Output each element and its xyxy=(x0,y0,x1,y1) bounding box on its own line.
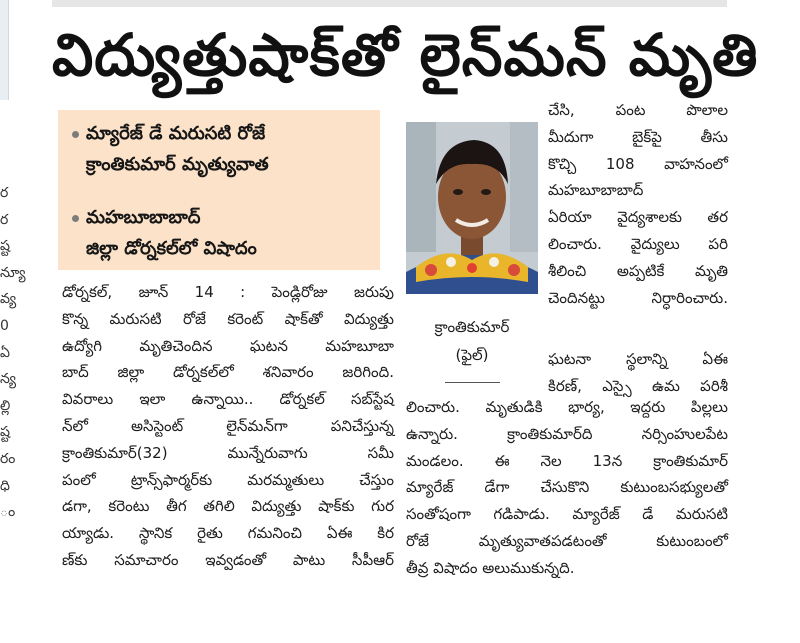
fragment-line: ఏ xyxy=(0,344,10,361)
fragment-line: ం xyxy=(0,504,16,521)
body-line: మండలం. ఈ నెల 13న క్రాంతికుమార్‌ xyxy=(406,451,728,470)
fragment-line: ర xyxy=(0,211,9,228)
fragment-line: ష్ట xyxy=(0,238,10,255)
body-column-left xyxy=(62,279,394,574)
fragment-line: ర xyxy=(0,185,9,201)
body-line: డగా, కరెంటు తీగ తగిలి విద్యుత్తు షాక్‌కు గుర xyxy=(62,497,394,516)
body-line: బాద్‌ జిల్లా డోర్నకల్‌లో శనివారం జరిగింది. xyxy=(62,363,394,382)
body-line: వివరాలు ఇలా ఉన్నాయి.. డోర్నకల్‌ సబ్‌స్టేష xyxy=(62,390,394,409)
article-headline: విద్యుత్తుషాక్‌తో లైన్‌మన్‌ మృతి xyxy=(52,21,759,89)
body-line: కొన్న మరుసటి రోజే కరెంట్‌ షాక్‌తో విద్యుత్తు xyxy=(62,309,394,328)
person-photo xyxy=(406,122,538,294)
bullet-icon xyxy=(72,131,79,138)
highlights-box xyxy=(58,110,380,270)
body-line: ఘటనా స్థలాన్ని ఏఈ xyxy=(548,350,728,368)
fragment-line: న్య xyxy=(0,371,17,388)
highlight-line: జిల్లా డోర్నకల్‌లో విషాదం xyxy=(86,238,257,259)
body-column-right-top xyxy=(548,97,728,311)
body-line: మహబూబాబాద్‌ xyxy=(548,181,644,200)
body-line: ఉద్యోగి మృతిచెందిన ఘటన మహబూబా xyxy=(62,336,394,355)
body-column-right-mid xyxy=(548,346,728,400)
fragment-line: ష్ట xyxy=(0,424,10,441)
body-line: క్రాంతికుమార్‌(32) మున్నేరువాగు సమీ xyxy=(62,443,394,462)
body-line: ఉన్నారు. క్రాంతికుమార్‌ది నర్సింహులపేట xyxy=(406,424,728,443)
body-line: శీలించి అప్పటికే మృతి xyxy=(548,261,728,280)
body-line: రోజే మృత్యువాతపడటంతో కుటుంబంలో xyxy=(406,531,728,550)
caption-note: (ఫైల్‌) xyxy=(455,346,489,364)
body-line: చేసి, పంట పొలాల xyxy=(548,101,728,119)
top-header-strip xyxy=(52,0,727,7)
body-line: మ్యారేజ్‌ డేగా చేసుకొని కుటుంబసభ్యులతో xyxy=(406,478,728,497)
body-line: లించారు. వైద్యులు పరి xyxy=(548,234,728,253)
body-line: ణ్‌కు సమాచారం ఇవ్వడంతో పాటు సీపీఆర్‌ xyxy=(62,550,394,569)
body-line: ఏరియా వైద్యశాలకు తర xyxy=(548,208,728,227)
highlight-item xyxy=(72,202,257,264)
adjacent-page-edge xyxy=(0,0,9,100)
body-line: పంలో ట్రాన్స్‌ఫార్మర్‌కు మరమ్మతులు చేస్తుం xyxy=(62,470,394,489)
body-line: య్యాడు. స్థానిక రైతు గమనించి ఏఈ కిర xyxy=(62,524,394,543)
photo-caption xyxy=(406,313,538,369)
fragment-line: 0 xyxy=(0,317,9,334)
caption-name: క్రాంతికుమార్‌ xyxy=(434,318,510,336)
body-line: డోర్నకల్‌, జూన్‌ 14 : పెండ్లిరోజు జరుపు xyxy=(62,283,394,301)
body-line: న్‌లో అసిస్టెంట్‌ లైన్‌మన్‌గా పనిచేస్తున్న xyxy=(62,416,394,435)
body-line: లించారు. మృతుడికి భార్య, ఇద్దరు పిల్లలు xyxy=(406,398,728,416)
fragment-line: న్యూ xyxy=(0,264,26,281)
bullet-icon xyxy=(72,215,79,222)
highlight-line: మ్యారేజ్‌ డే మరుసటి రోజే xyxy=(86,123,266,144)
body-column-right-bottom xyxy=(406,394,728,582)
body-line: కొచ్చి 108 వాహనంలో xyxy=(548,154,728,173)
fragment-line: రం xyxy=(0,450,16,467)
highlight-line: క్రాంతికుమార్‌ మృత్యువాత xyxy=(86,154,269,175)
body-line: తీవ్ర విషాదం అలుముకున్నది. xyxy=(406,558,575,577)
highlight-item xyxy=(72,118,269,180)
body-line: మీదుగా బైక్‌పై తీసు xyxy=(548,127,728,146)
body-line: చెందినట్టు నిర్ధారించారు. xyxy=(548,288,728,307)
highlight-line: మహబూబాబాద్‌ xyxy=(86,207,201,228)
portrait-image xyxy=(406,122,538,294)
caption-divider xyxy=(445,382,500,383)
fragment-line: ల్లి xyxy=(0,397,11,414)
fragment-line: వ్య xyxy=(0,291,17,308)
body-line: కిరణ్‌, ఎస్సై ఉమ పరిశీ xyxy=(548,376,728,395)
fragment-line: ధి xyxy=(0,477,10,494)
adjacent-article-fragment xyxy=(0,180,26,526)
body-line: సంతోషంగా గడిపాడు. మ్యారేజ్‌ డే మరుసటి xyxy=(406,505,728,524)
